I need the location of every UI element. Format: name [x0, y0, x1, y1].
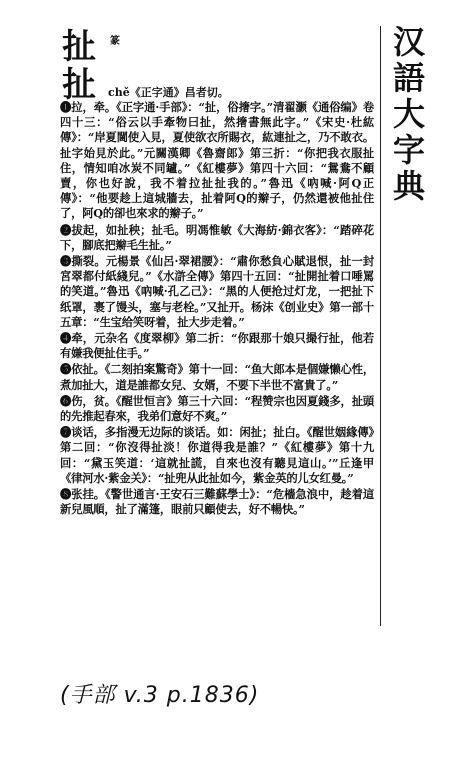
title-char: 大	[392, 95, 425, 133]
title-char: 語	[392, 59, 425, 97]
entry-body	[60, 100, 374, 518]
sense-4: ❹牵，元杂名《度翠柳》第二折：“你跟那十娘只撮行扯，他若有嫌我便扯住手。”	[60, 331, 374, 361]
sense-1: ❶拉，牵。《正字通·手部》：“扯，俗撦字。”清翟灏《通俗编》卷四十三：“俗云以手牽物曰扯，然撦書無此字。”《宋史·杜紘傳》：“岸夏閫使入見，夏使欲衣所賜衣，紘連扯之，乃不敢衣。扯字始見於此。”元關漢卿《魯齋郎》第三折：“你把我衣服扯住，情知咱冰炭不同罏。”《紅樓夢》第四十六回：“鴛鴦不顧賣，你也好說，我不着拉扯扯我的。”魯迅《吶喊·阿Q正傳》：“他要趁上這城牆去，扯着阿Q的辮子，仍然還被他扯住了，阿Q的卻也來求的辮子。”	[60, 100, 374, 221]
handwritten-reference: (手部 v.3 p.1836)	[60, 683, 260, 708]
title-char: 汉	[392, 23, 425, 61]
seal-label: 篆	[110, 36, 120, 47]
sense-6: ❻伤，贫。《醒世恒言》第三十六回：“程赞宗也因夏錢多，扯頭的先推起春來，我弟们意好不爽。”	[60, 393, 374, 424]
margin-rule	[380, 26, 381, 626]
title-char: 字	[392, 131, 425, 169]
sense-3: ❸撕裂。元楊景《仙呂·翠裙腰》：“肅你愁負心賦退恨，扯一封宮翠都付紙綫兒。”《水滸全傳》第四十五回：“扯開扯着口唾罵的笑道。”魯迅《吶喊·孔乙己》：“黑的人便抢过灯龙，一把扯下纸罩，裹了馒头，塞与老栓。”又扯开。杨沫《创业史》第一部十五章：“生宝给笑呀着，扯大步走着。”	[60, 254, 374, 329]
pronunciation: chě《正字通》昌者切。	[108, 86, 229, 99]
headword-regular-form: 扯	[62, 65, 96, 105]
title-char: 典	[392, 167, 425, 205]
headword	[62, 28, 96, 104]
sense-7: ❼谈话，多指漫无边际的谈话。如：闲扯；扯白。《醒世姻緣傳》第二回：“你沒得扯淡！你道得我是誰？”《紅樓夢》第十九回：“黛玉笑道：‘這就扯謊，自來也沒有聽見這山。’”丘逢甲《律河水·紫金关》：“扯兜从此扯如今，紫金英的儿女红曼。”	[60, 425, 374, 485]
sense-5: ❺依扯。《二刻拍案驚奇》第十一回：“鱼大郎本是個嫌懒心性，煮加扯大，道是誰都女兒、女婿，不要下半世不富貴了。”	[60, 362, 374, 392]
headword-seal-form: 扯	[62, 27, 96, 67]
sense-2: ❷拔起，如扯秧；扯毛。明馮惟敏《大海紡·錦衣客》：“踏碎花下，腳底把辮毛生扯。”	[60, 222, 374, 252]
sense-8: ❽张挂。《警世通言·王安石三難蘇學士》：“危檣急浪中，趁着這新兒風順，扯了滿篷，眼前只顧使去，好不暢快。”	[60, 487, 374, 517]
dictionary-title	[392, 24, 426, 204]
